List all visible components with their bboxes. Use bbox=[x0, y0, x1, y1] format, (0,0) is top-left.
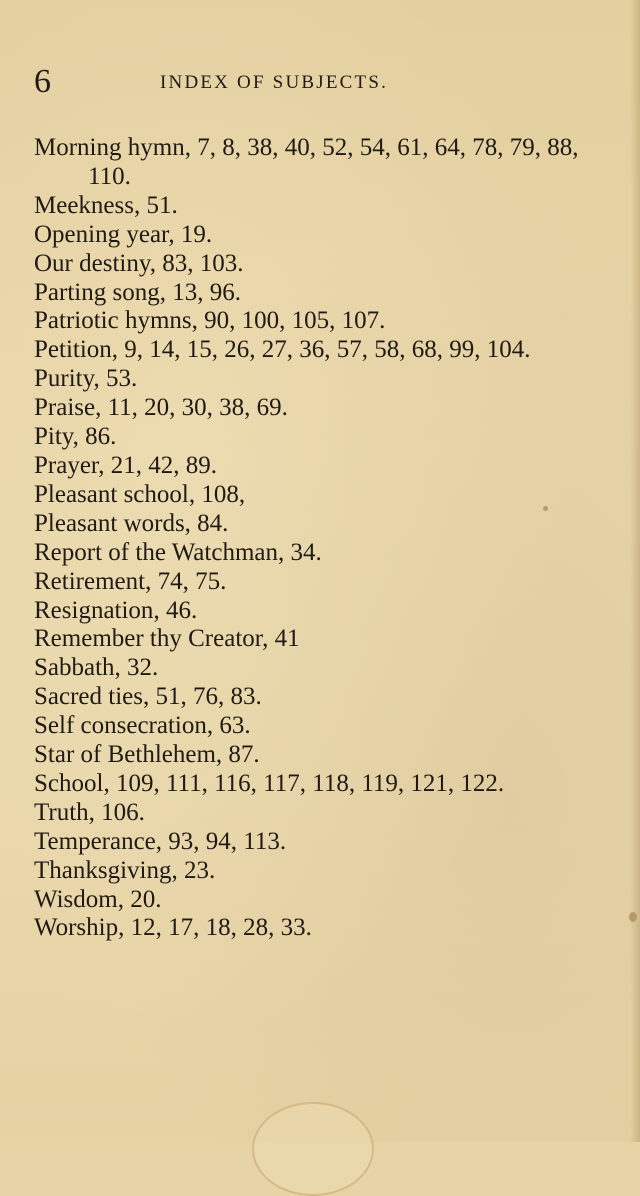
index-entry bbox=[34, 221, 610, 250]
entry-subject: Parting song bbox=[34, 278, 160, 306]
entry-subject: Report of the Watchman bbox=[34, 538, 278, 566]
entry-page-refs: , 7, 8, 38, 40, 52, 54, 61, 64, 78, 79, 88, 110. bbox=[88, 134, 579, 190]
index-entry bbox=[34, 741, 610, 770]
entry-page-refs: , 53. bbox=[93, 365, 138, 393]
running-head bbox=[34, 62, 610, 102]
entry-page-refs: , 109, 111, 116, 117, 118, 119, 121, 122. bbox=[103, 769, 505, 797]
entry-subject: Remember thy Creator bbox=[34, 625, 263, 653]
index-entry bbox=[34, 683, 610, 712]
entry-page-refs: , 74, 75. bbox=[145, 567, 227, 595]
entry-page-refs: , 93, 94, 113. bbox=[155, 827, 287, 855]
page-number: 6 bbox=[34, 63, 51, 100]
entry-subject: Truth bbox=[34, 798, 89, 826]
index-entry bbox=[34, 597, 610, 626]
index-entry bbox=[34, 828, 610, 857]
paper-stain bbox=[252, 1102, 374, 1196]
index-entry bbox=[34, 770, 610, 799]
entry-page-refs: , 84. bbox=[184, 509, 229, 537]
entry-subject: Pleasant words bbox=[34, 509, 185, 537]
entry-page-refs: , 13, 96. bbox=[159, 278, 241, 306]
entry-subject: Sacred ties bbox=[34, 683, 143, 711]
entry-page-refs: , 46. bbox=[153, 596, 198, 624]
entry-page-refs: , 90, 100, 105, 107. bbox=[191, 307, 386, 335]
entry-subject: Wisdom bbox=[34, 885, 118, 913]
entry-page-refs: , 87. bbox=[215, 741, 260, 769]
entry-subject: Petition bbox=[34, 336, 112, 364]
entry-page-refs: , 41 bbox=[262, 625, 300, 653]
index-entry bbox=[34, 654, 610, 683]
entry-page-refs: , 21, 42, 89. bbox=[98, 451, 217, 479]
paper-speck bbox=[543, 506, 548, 511]
entry-page-refs: , 32. bbox=[114, 654, 159, 682]
entry-page-refs: , 34. bbox=[277, 538, 322, 566]
index-entry bbox=[34, 625, 610, 654]
index-entry bbox=[34, 539, 610, 568]
entry-subject: Self consecration bbox=[34, 712, 207, 740]
index-entry bbox=[34, 134, 610, 192]
entry-page-refs: , 20. bbox=[117, 885, 162, 913]
entry-subject: Resignation bbox=[34, 596, 154, 624]
entry-subject: School bbox=[34, 769, 104, 797]
paper-speck bbox=[629, 912, 637, 922]
index-entry bbox=[34, 336, 610, 365]
index-entry bbox=[34, 481, 610, 510]
entry-page-refs: , 86. bbox=[72, 423, 117, 451]
entry-subject: Pity bbox=[34, 423, 73, 451]
entry-subject: Purity bbox=[34, 365, 94, 393]
entry-page-refs: , 9, 14, 15, 26, 27, 36, 57, 58, 68, 99, 104. bbox=[111, 336, 531, 364]
entry-page-refs: , 83, 103. bbox=[149, 249, 244, 277]
entry-page-refs: , 12, 17, 18, 28, 33. bbox=[118, 914, 312, 942]
entry-subject: Thanksgiving bbox=[34, 856, 172, 884]
entry-page-refs: , 108, bbox=[188, 480, 246, 508]
entry-subject: Star of Bethlehem bbox=[34, 741, 216, 769]
entry-subject: Prayer bbox=[34, 451, 99, 479]
index-entry bbox=[34, 279, 610, 308]
entry-subject: Patriotic hymns bbox=[34, 307, 192, 335]
index-entry bbox=[34, 712, 610, 741]
entry-subject: Retirement bbox=[34, 567, 146, 595]
index-entry bbox=[34, 914, 610, 943]
entry-page-refs: , 19. bbox=[168, 220, 213, 248]
subject-index-list bbox=[34, 134, 610, 943]
index-entry bbox=[34, 568, 610, 597]
index-entry bbox=[34, 423, 610, 452]
entry-page-refs: , 51. bbox=[133, 191, 178, 219]
index-entry bbox=[34, 799, 610, 828]
entry-subject: Worship bbox=[34, 914, 119, 942]
entry-subject: Morning hymn bbox=[34, 134, 185, 161]
index-entry bbox=[34, 394, 610, 423]
index-entry bbox=[34, 452, 610, 481]
index-entry bbox=[34, 192, 610, 221]
entry-subject: Opening year bbox=[34, 220, 169, 248]
entry-page-refs: , 51, 76, 83. bbox=[142, 683, 262, 711]
entry-subject: Praise bbox=[34, 394, 96, 422]
entry-page-refs: , 106. bbox=[88, 798, 145, 826]
entry-page-refs: , 23. bbox=[171, 856, 216, 884]
entry-page-refs: , 11, 20, 30, 38, 69. bbox=[95, 394, 288, 422]
index-entry bbox=[34, 365, 610, 394]
entry-page-refs: , 63. bbox=[206, 712, 251, 740]
index-entry bbox=[34, 307, 610, 336]
index-entry bbox=[34, 886, 610, 915]
index-entry bbox=[34, 510, 610, 539]
entry-subject: Sabbath bbox=[34, 654, 115, 682]
running-head-title: INDEX OF SUBJECTS. bbox=[160, 72, 389, 93]
entry-subject: Meekness bbox=[34, 191, 134, 219]
index-entry bbox=[34, 250, 610, 279]
index-entry bbox=[34, 857, 610, 886]
entry-subject: Temperance bbox=[34, 827, 156, 855]
entry-subject: Our destiny bbox=[34, 249, 150, 277]
entry-subject: Pleasant school bbox=[34, 480, 189, 508]
